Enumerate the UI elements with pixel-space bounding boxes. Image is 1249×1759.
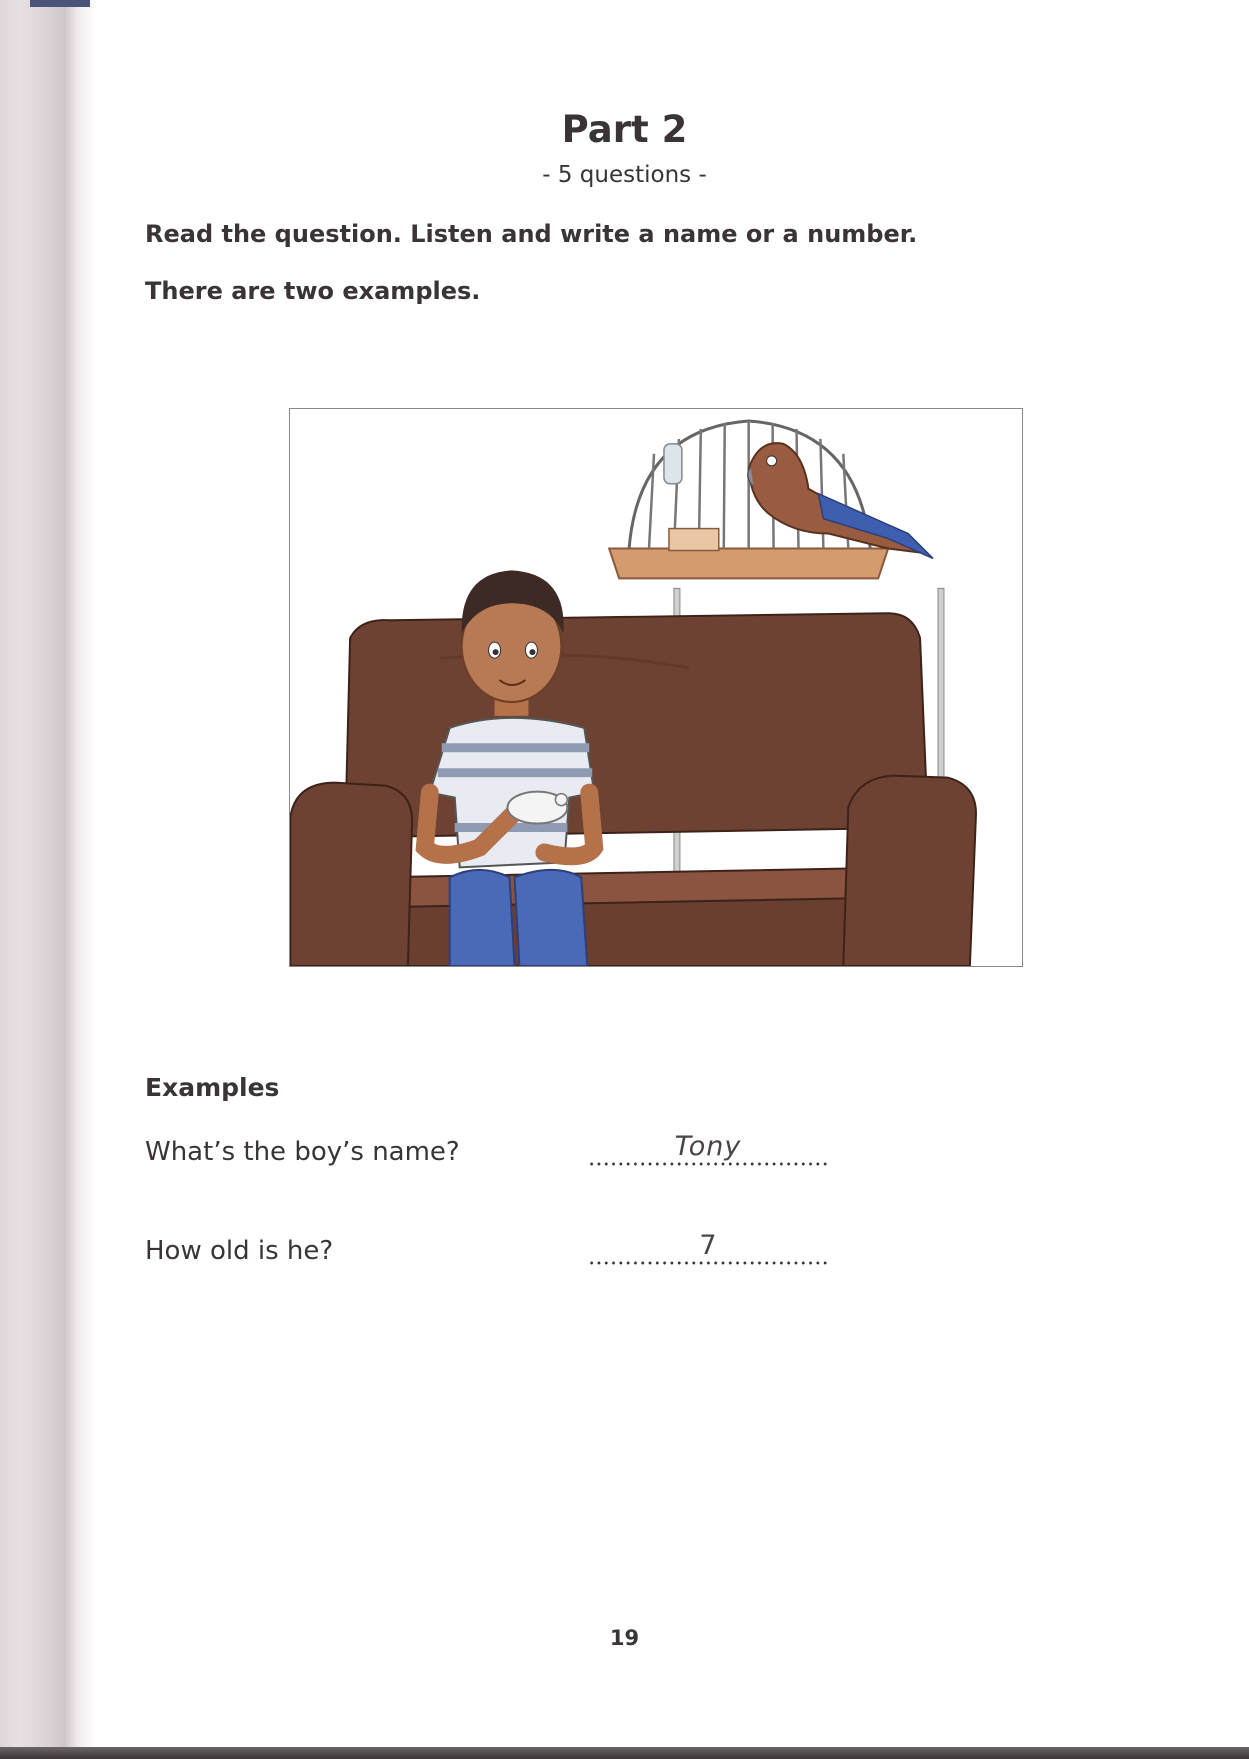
examples-heading: Examples — [145, 1073, 280, 1102]
birdcage-with-parrot — [609, 421, 933, 578]
page-number: 19 — [609, 1626, 640, 1650]
instruction-line-2: There are two examples. — [145, 277, 481, 305]
book-spine-shadow — [0, 0, 95, 1759]
bottom-edge-shadow — [0, 1747, 1249, 1759]
illustration-boy-on-sofa — [289, 408, 1023, 967]
example-answer-1 — [588, 1126, 828, 1166]
page-title: Part 2 — [561, 108, 688, 151]
example-question-1: What’s the boy’s name? — [145, 1137, 460, 1167]
example-question-2: How old is he? — [145, 1236, 334, 1266]
example-answer-2-value: 7 — [699, 1230, 717, 1261]
sofa — [290, 613, 976, 966]
example-answer-2 — [588, 1225, 828, 1265]
top-edge-mark — [30, 0, 90, 7]
dotted-answer-line — [588, 1162, 828, 1166]
example-answer-1-value: Tony — [674, 1131, 742, 1162]
dotted-answer-line — [588, 1261, 828, 1265]
page-subtitle: - 5 questions - — [542, 162, 707, 188]
instruction-line-1: Read the question. Listen and write a name or a number. — [145, 220, 918, 248]
